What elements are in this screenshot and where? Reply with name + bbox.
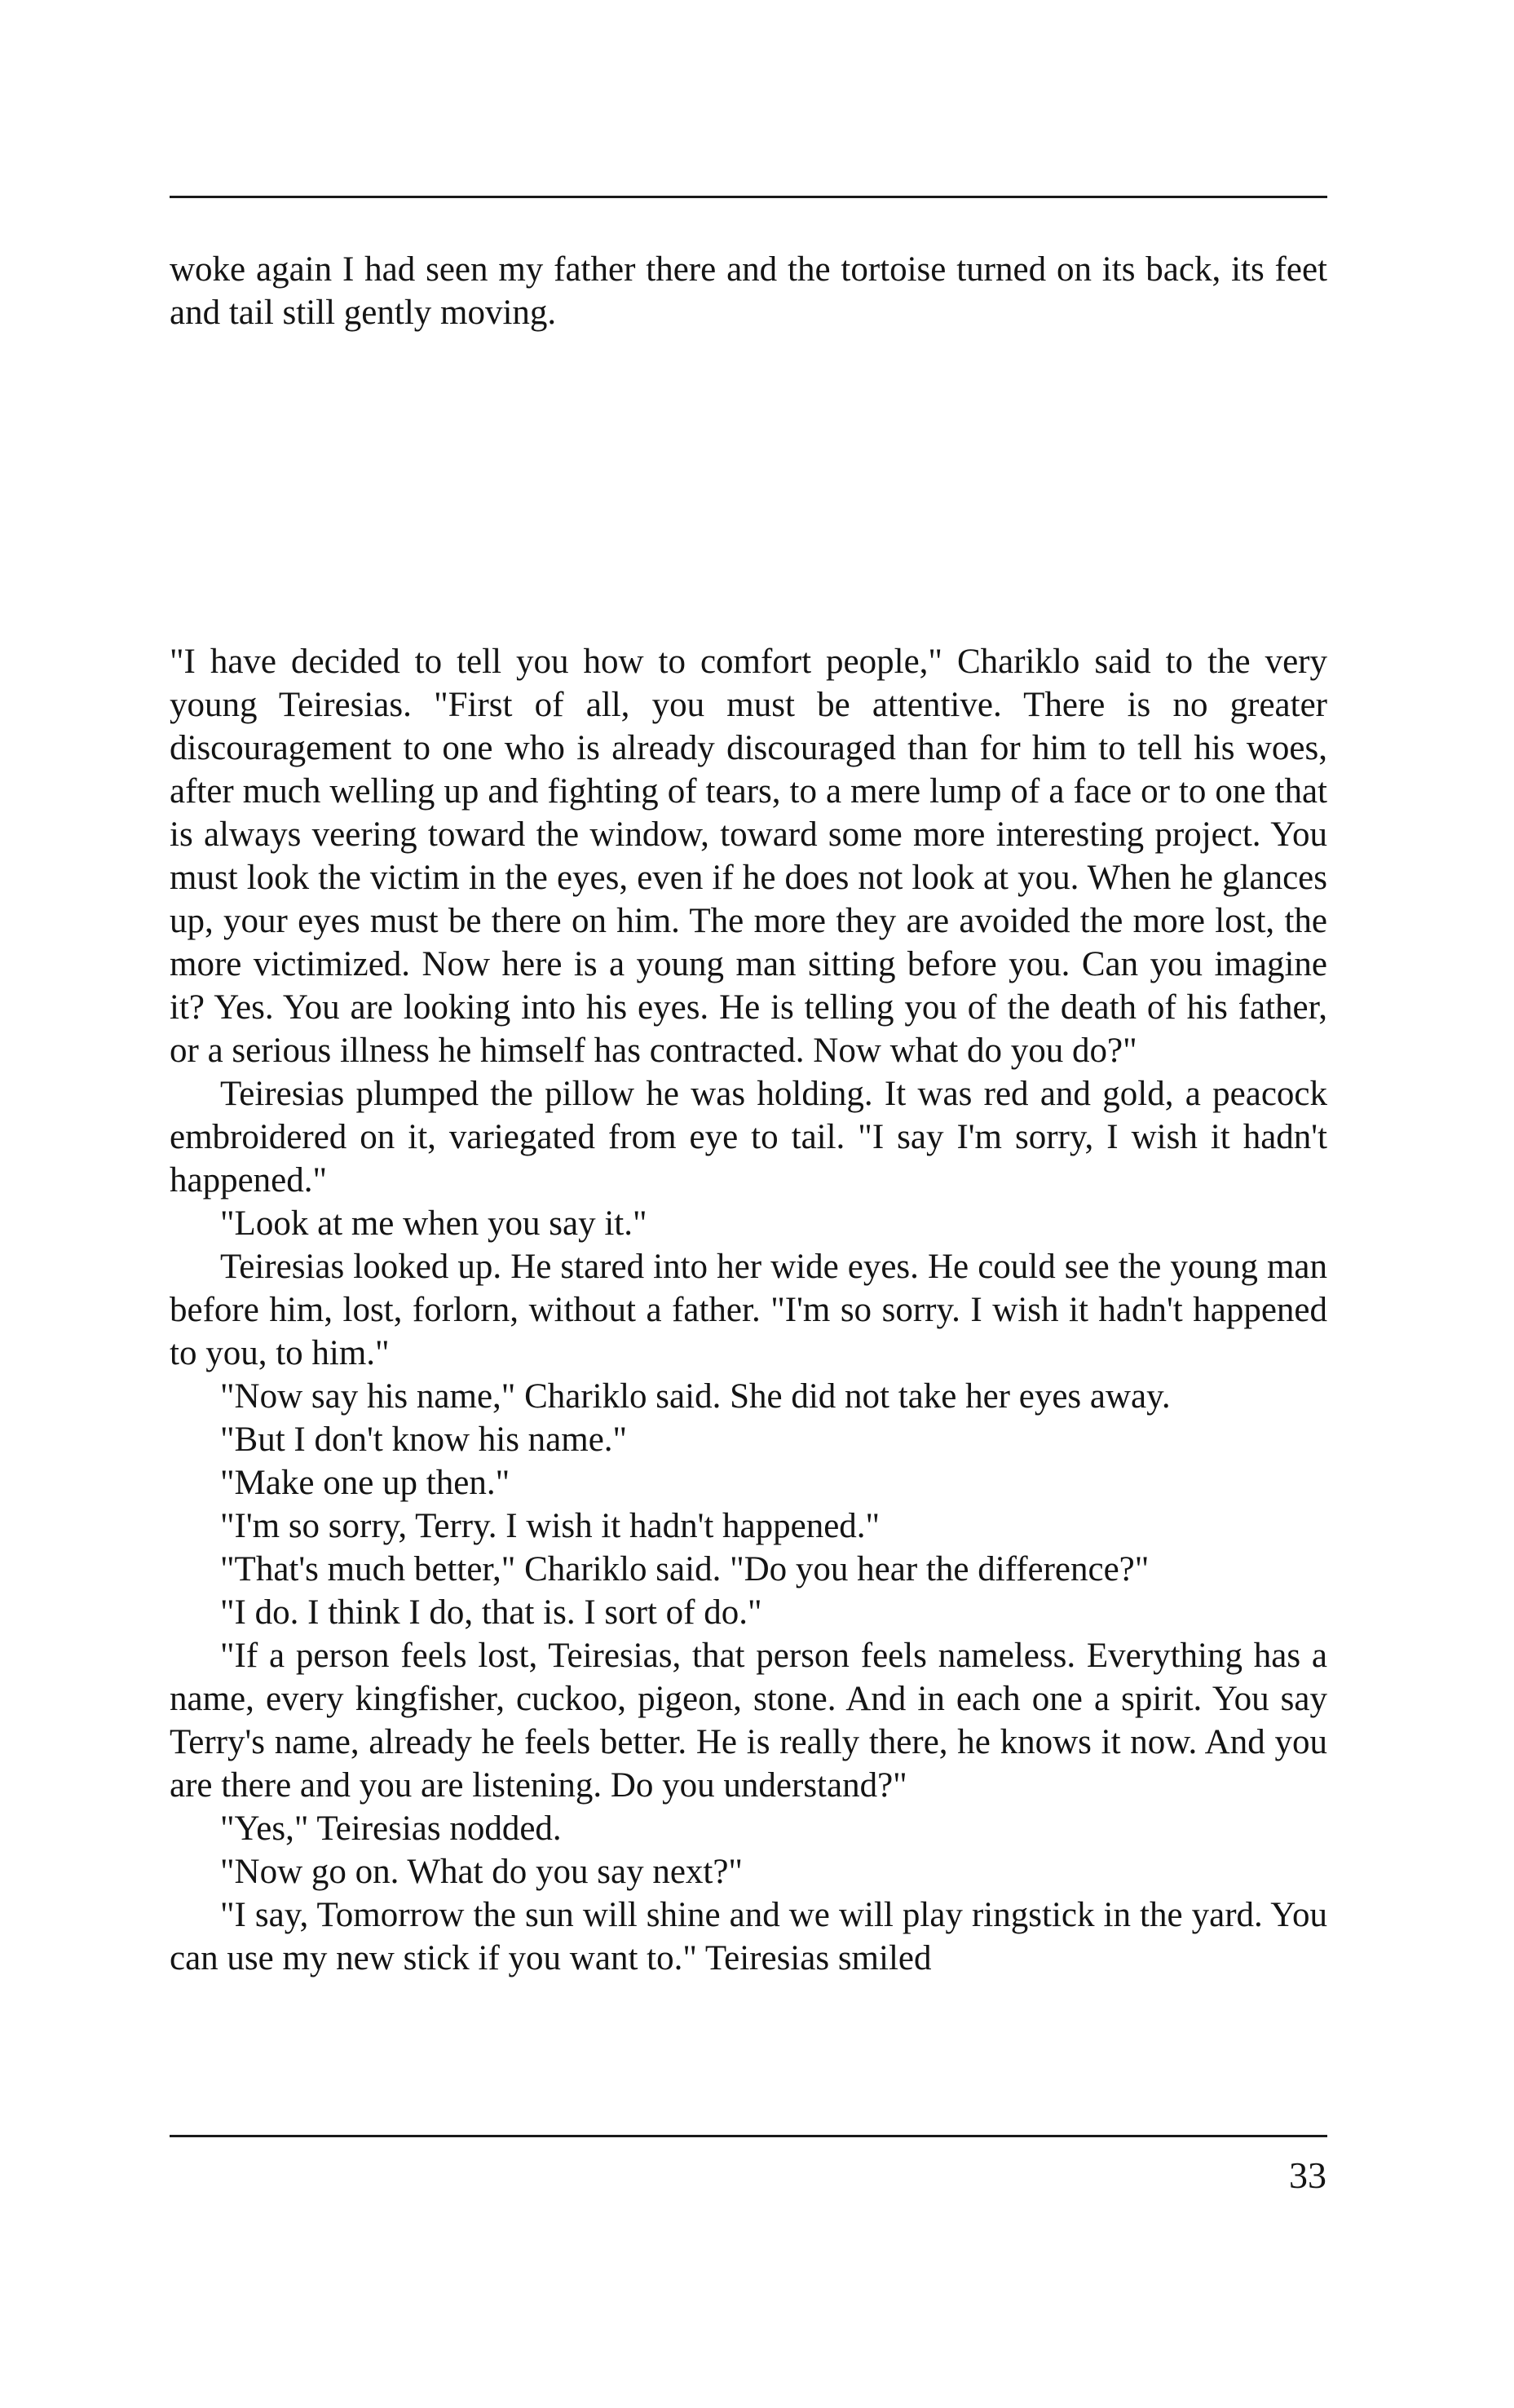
paragraph-2: Teiresias plumped the pillow he was holding. It was red and gold, a peacock embroidered on it, variegated from eye to tail. "I say I'm sorry, I wish it hadn't happened." xyxy=(170,1075,1327,1200)
paragraph-12: "Yes," Teiresias nodded. xyxy=(220,1809,562,1848)
bottom-rule xyxy=(170,2135,1327,2137)
paragraph-5: "Now say his name," Chariklo said. She did not take her eyes away. xyxy=(220,1377,1171,1416)
paragraph-13: "Now go on. What do you say next?" xyxy=(220,1853,743,1891)
top-rule xyxy=(170,196,1327,198)
paragraph-1: "I have decided to tell you how to comfort people," Chariklo said to the very young Teiresias. "First of all, you must be attentive. There is no greater discouragement to one who is already discouraged than for him to tell his woes, after much welling up and fighting of tears, to a mere lump of a face or to one that is always veering toward the window, toward some more interesting project. You must look the victim in the eyes, even if he does not look at you. When he glances up, your eyes must be there on him. The more they are avoided the more lost, the more victimized. Now here is a young man sitting before you. Can you imagine it? Yes. You are looking into his eyes. He is telling you of the death of his father, or a serious illness he himself has contracted. Now what do you do?" xyxy=(170,643,1327,1070)
paragraph-7: "Make one up then." xyxy=(220,1464,510,1502)
paragraph-continuation: woke again I had seen my father there and the tortoise turned on its back, its feet and tail still gently moving. xyxy=(170,250,1327,332)
opening-text xyxy=(170,248,1327,334)
paragraph-3: "Look at me when you say it." xyxy=(220,1204,647,1243)
paragraph-10: "I do. I think I do, that is. I sort of do." xyxy=(220,1593,762,1632)
paragraph-4: Teiresias looked up. He stared into her wide eyes. He could see the young man before him, lost, forlorn, without a father. "I'm so sorry. I wish it hadn't happened to you, to him." xyxy=(170,1248,1327,1372)
paragraph-6: "But I don't know his name." xyxy=(220,1420,628,1459)
dialogue-text xyxy=(170,640,1327,1980)
paragraph-9: "That's much better," Chariklo said. "Do you hear the difference?" xyxy=(220,1550,1150,1588)
page-number: 33 xyxy=(1289,2154,1326,2196)
paragraph-11: "If a person feels lost, Teiresias, that person feels nameless. Everything has a name, every kingfisher, cuckoo, pigeon, stone. And in each one a spirit. You say Terry's name, already he feels better. He is really there, he knows it now. And you are there and you are listening. Do you understand?" xyxy=(170,1637,1327,1805)
paragraph-14: "I say, Tomorrow the sun will shine and we will play ringstick in the yard. You can use my new stick if you want to." Teiresias smiled xyxy=(170,1896,1327,1977)
paragraph-8: "I'm so sorry, Terry. I wish it hadn't happened." xyxy=(220,1507,881,1545)
